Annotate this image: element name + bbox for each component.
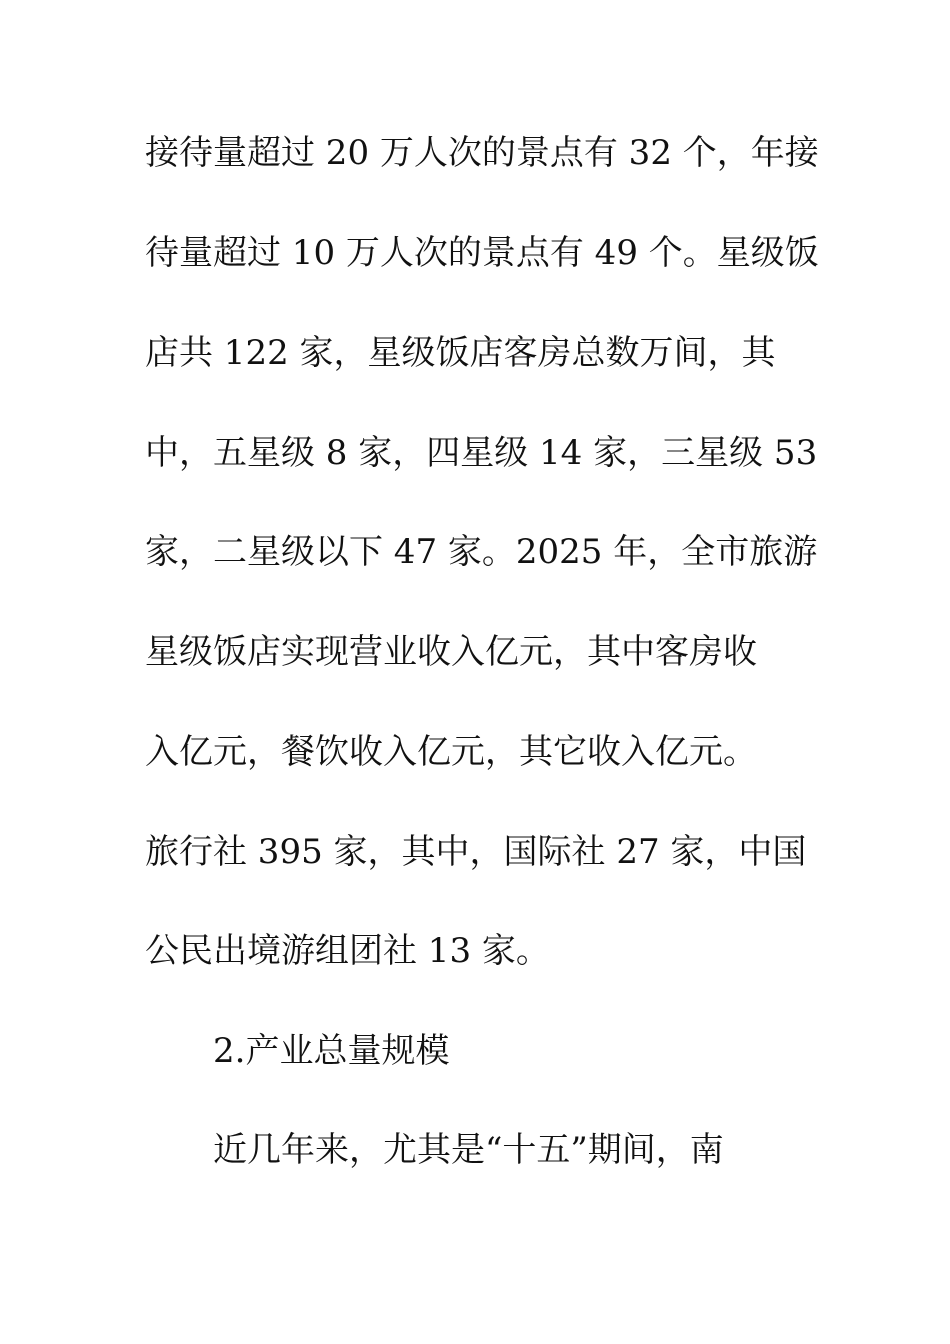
body-text-line-3: 店共 122 家，星级饭店客房总数万间，其 <box>145 333 776 373</box>
body-text-line-9: 公民出境游组团社 13 家。 <box>145 931 550 971</box>
body-text-line-8: 旅行社 395 家，其中，国际社 27 家，中国 <box>145 832 807 872</box>
body-text-line-4: 中，五星级 8 家，四星级 14 家，三星级 53 <box>145 433 818 473</box>
section-heading: 2.产业总量规模 <box>213 1031 450 1071</box>
body-text-line-1: 接待量超过 20 万人次的景点有 32 个，年接 <box>145 133 819 173</box>
body-text-line-6: 星级饭店实现营业收入亿元，其中客房收 <box>145 632 757 672</box>
paragraph-start-line: 近几年来，尤其是“十五”期间，南 <box>213 1130 724 1170</box>
body-text-line-2: 待量超过 10 万人次的景点有 49 个。星级饭 <box>145 233 819 273</box>
body-text-line-5: 家，二星级以下 47 家。2025 年，全市旅游 <box>145 532 818 572</box>
body-text-line-7: 入亿元，餐饮收入亿元，其它收入亿元。 <box>145 732 757 772</box>
